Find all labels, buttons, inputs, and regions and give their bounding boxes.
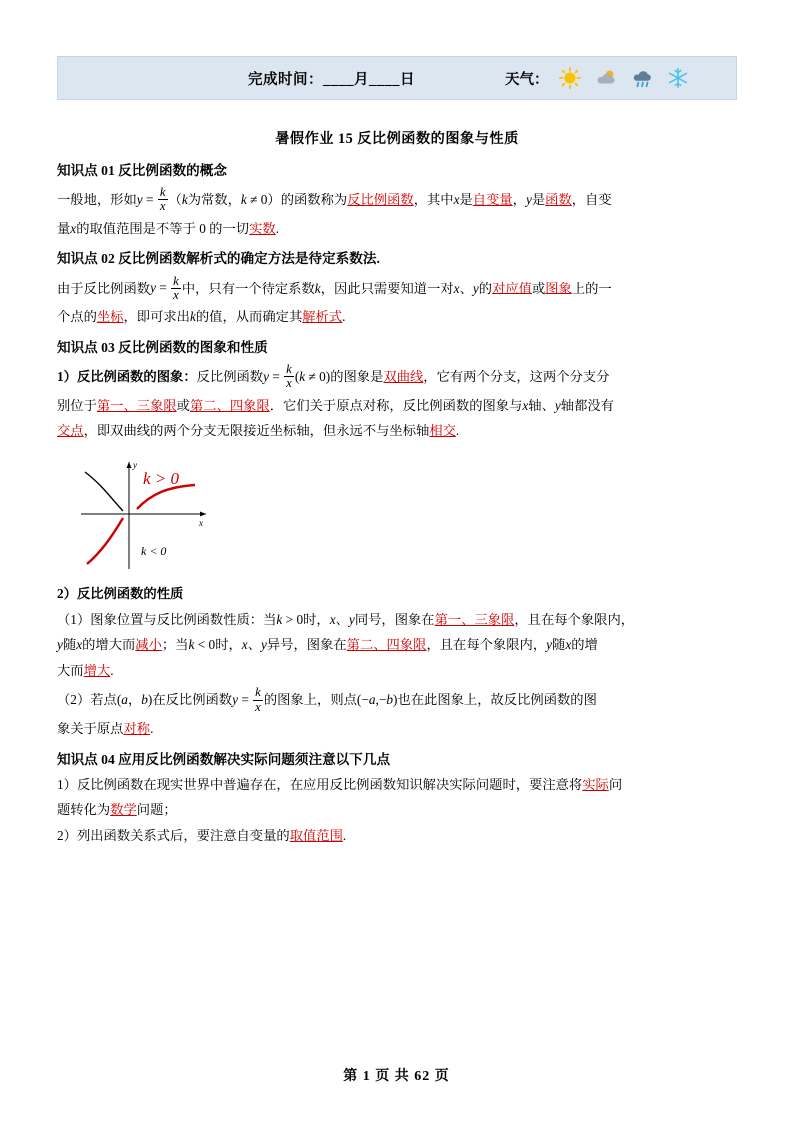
text-fragment: . <box>342 309 346 325</box>
text-fragment: 问题； <box>136 802 177 818</box>
highlight-term: 第二、四象限 <box>189 397 270 413</box>
property-2-line-1: （2）若点(a，b)在反比例函数y = $\frac{k}{x}$ 的图象上，则点(−a,−b)也在此图象上，故反比例函数的图 <box>57 685 597 714</box>
property-1-line-1: （1）图象位置与反比例函数性质：当k > 0时，x、y同号，图象在第一、三象限，且在每个象限内， <box>57 611 635 627</box>
page-title: 暑假作业 15 反比例函数的图象与性质 <box>275 131 519 147</box>
text-fragment: 轴、 <box>528 397 555 413</box>
text-fragment: （2）若点 <box>57 692 117 708</box>
highlight-term: 实数 <box>249 220 276 236</box>
section-04-line-1 <box>57 775 737 796</box>
highlight-term: 第一、三象限 <box>96 397 177 413</box>
text-fragment: 时， <box>303 611 330 627</box>
text-fragment: 也在此图象上，故反比例函数的图 <box>397 692 597 708</box>
text-fragment: ，且在每个象限内， <box>514 611 635 627</box>
highlight-term: 取值范围 <box>289 828 343 844</box>
text-fragment: 别位于 <box>57 397 97 413</box>
section-03-line-2: 别位于第一、三象限或第二、四象限．它们关于原点对称，反比例函数的图象与x轴、y轴都没有 <box>57 397 614 413</box>
text-fragment: 1）反比例函数在现实世界中普遍存在，在应用反比例函数知识解决实际问题时，要注意将 <box>57 776 583 792</box>
page-footer: 第 1 页 共 62 页 <box>343 1069 450 1084</box>
text-fragment: ；当 <box>161 637 189 653</box>
axis-y-label: y <box>133 459 137 470</box>
subsection-label-properties: 2）反比例函数的性质 <box>57 585 184 601</box>
text-fragment: 2）列出函数关系式后，要注意自变量的 <box>57 828 290 844</box>
document-body <box>57 128 737 852</box>
text-fragment: . <box>342 828 347 844</box>
text-fragment: （1）图象位置与反比例函数性质：当 <box>57 611 277 627</box>
section-heading-04: 知识点 04 应用反比例函数解决实际问题须注意以下几点 <box>57 751 391 767</box>
highlight-term: 减小 <box>135 637 162 653</box>
highlight-term: 实际 <box>582 776 609 792</box>
section-02-line-2: 个点的坐标，即可求出k的值，从而确定其解析式. <box>57 309 346 325</box>
text-fragment: 为常数， <box>187 191 241 207</box>
text-fragment: 个点的 <box>57 309 97 325</box>
text-fragment: 、 <box>335 611 349 627</box>
section-04-line-2 <box>57 800 737 821</box>
highlight-term: 双曲线 <box>383 368 424 384</box>
section-heading-03: 知识点 03 反比例函数的图象和性质 <box>57 339 268 355</box>
text-fragment: 异号，图象在 <box>266 637 347 653</box>
section-01-line-1: 一般地，形如y = $\frac{k}{x}$ （k为常数，k ≠ 0）的函数称为反比例函数，其中x是自变量，y是函数，自变 <box>57 185 612 214</box>
text-fragment: 题转化为 <box>57 802 111 818</box>
highlight-term: 第二、四象限 <box>346 637 427 653</box>
text-fragment: 是 <box>459 191 473 207</box>
section-02-line-1: 由于反比例函数y = $\frac{k}{x}$ 中，只有一个待定系数k，因此只需要知道一对x、y的对应值或图象上的一 <box>57 273 612 302</box>
text-fragment: . <box>455 423 460 439</box>
highlight-term: 第一、三象限 <box>434 611 515 627</box>
section-01-line-2: 量x的取值范围是不等于 0 的一切实数. <box>57 220 279 236</box>
highlight-term: 交点 <box>57 423 84 439</box>
text-fragment: ， <box>512 191 526 207</box>
text-fragment: 由于反比例函数 <box>57 280 151 296</box>
text-fragment: 象关于原点 <box>57 721 124 737</box>
text-fragment: . <box>150 721 154 737</box>
text-fragment: 的图象是 <box>330 368 384 384</box>
text-fragment: ）的函数称为 <box>267 191 348 207</box>
text-fragment: 、 <box>247 637 261 653</box>
text-fragment: 的增 <box>571 637 598 653</box>
text-fragment: 的 <box>478 280 493 296</box>
text-fragment: 的值，从而确定其 <box>195 309 303 325</box>
text-fragment: 反比例函数 <box>196 368 264 384</box>
text-fragment: . <box>110 662 114 678</box>
text-fragment: 的图象上，则点 <box>263 692 357 708</box>
text-fragment: ，其中 <box>413 191 454 207</box>
text-fragment: 同号，图象在 <box>354 611 435 627</box>
text-fragment: ，即双曲线的两个分支无限接近坐标轴，但永远不与坐标轴 <box>83 423 430 439</box>
property-1-line-2: y随x的增大而减小；当k < 0时，x、y异号，图象在第二、四象限，且在每个象限内，y随x的增 <box>57 637 598 653</box>
text-fragment: 在反比例函数 <box>152 692 233 708</box>
text-fragment: ，即可求出 <box>123 309 190 325</box>
figure-label-k-positive: k > 0 <box>143 468 180 488</box>
completion-date-label: 完成时间：____月____日 <box>248 71 415 88</box>
text-fragment: 随 <box>62 637 77 653</box>
text-fragment: ，自变 <box>571 191 612 207</box>
text-fragment: 的增大而 <box>82 637 136 653</box>
section-heading-02: 知识点 02 反比例函数解析式的确定方法是待定系数法. <box>57 251 380 267</box>
property-2-line-2 <box>57 719 737 740</box>
text-fragment: 是 <box>531 191 546 207</box>
text-fragment: 中，只有一个待定系数 <box>181 280 315 296</box>
highlight-term: 坐标 <box>96 309 124 325</box>
text-fragment: 一般地，形如 <box>57 191 137 207</box>
subsection-label: 1）反比例函数的图象： <box>57 368 197 384</box>
section-03-line-1: 1）反比例函数的图象：反比例函数y = $\frac{k}{x}$ (k ≠ 0)的图象是双曲线，它有两个分支，这两个分支分 <box>57 361 610 391</box>
text-fragment: 问 <box>608 776 623 792</box>
text-fragment: 轴都没有 <box>560 397 614 413</box>
text-fragment: 大而 <box>57 662 84 678</box>
text-fragment: （ <box>168 191 182 207</box>
rain-cloud-icon <box>631 67 653 89</box>
section-03-line-3 <box>57 421 737 442</box>
highlight-term: 解析式 <box>302 309 343 325</box>
text-fragment: 上的一 <box>571 280 612 296</box>
hyperbola-graph <box>71 454 291 574</box>
weather-label: 天气： <box>505 71 549 88</box>
highlight-term: 数学 <box>110 802 137 818</box>
highlight-term: 增大 <box>83 662 111 678</box>
text-fragment: 或 <box>531 280 546 296</box>
section-04-line-3 <box>57 826 737 847</box>
highlight-term: 相交 <box>429 423 456 439</box>
snowflake-icon <box>667 67 689 89</box>
sun-icon <box>559 67 581 89</box>
section-heading-01: 知识点 01 反比例函数的概念 <box>57 163 227 178</box>
text-fragment: 或 <box>176 397 190 413</box>
highlight-term: 对称 <box>123 721 151 737</box>
figure-label-k-negative: k < 0 <box>141 543 167 558</box>
highlight-term: 反比例函数 <box>347 191 414 207</box>
text-fragment: 时， <box>215 637 242 653</box>
text-fragment: ，它有两个分支，这两个分支分 <box>423 368 610 384</box>
cloud-icon <box>595 67 617 89</box>
highlight-term: 函数 <box>545 191 572 207</box>
text-fragment: ．它们关于原点对称，反比例函数的图象与 <box>269 397 523 413</box>
text-fragment: ，且在每个象限内， <box>426 637 547 653</box>
text-fragment: 随 <box>552 637 566 653</box>
highlight-term: 对应值 <box>492 280 532 296</box>
text-fragment: 、 <box>459 280 473 296</box>
text-fragment: 的取值范围是不等于 0 的一切 <box>76 220 250 236</box>
axis-x-label: x <box>199 517 203 528</box>
text-fragment: . <box>275 220 279 236</box>
highlight-term: 自变量 <box>472 191 513 207</box>
highlight-term: 图象 <box>545 280 572 296</box>
text-fragment: ，因此只需要知道一对 <box>320 280 454 296</box>
weather-icon-group <box>559 67 689 89</box>
property-1-line-3 <box>57 661 737 682</box>
header-band <box>57 56 737 100</box>
text-fragment: 量 <box>57 220 71 236</box>
